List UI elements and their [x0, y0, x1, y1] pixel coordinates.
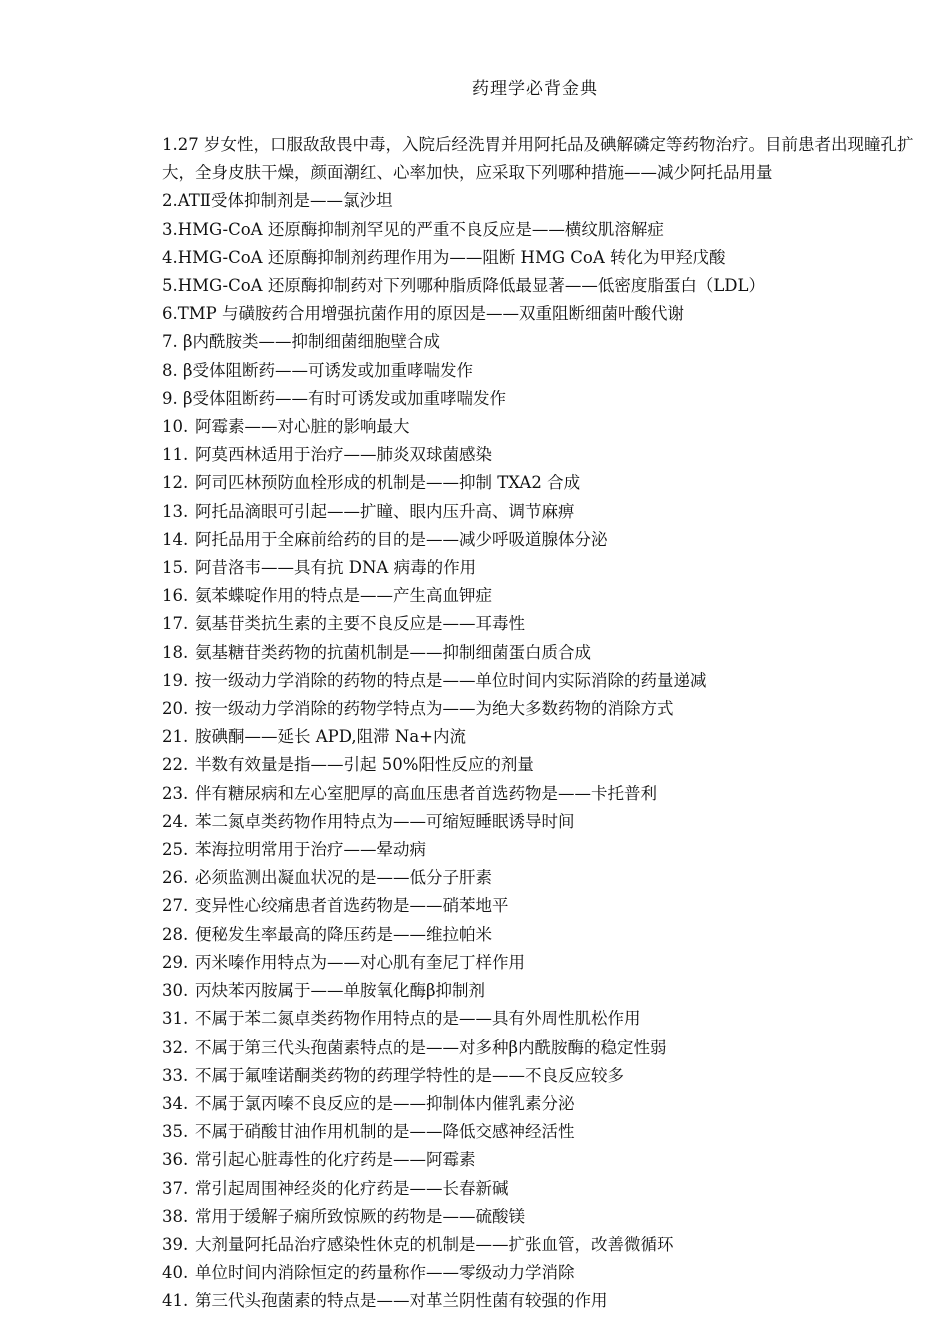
- item-number: 36.: [162, 1150, 189, 1170]
- item-text: 阿昔洛韦——具有抗 DNA 病毒的作用: [195, 558, 477, 578]
- item-text: 便秘发生率最高的降压药是——维拉帕米: [195, 924, 492, 944]
- list-item: [162, 413, 914, 441]
- item-text: ATⅡ受体抑制剂是——氯沙坦: [177, 191, 393, 211]
- item-text: β内酰胺类——抑制细菌细胞壁合成: [177, 332, 441, 352]
- item-number: 29.: [162, 952, 189, 972]
- list-item: [162, 1146, 914, 1174]
- item-number: 23.: [162, 783, 189, 803]
- item-text: 阿莫西林适用于治疗——肺炎双球菌感染: [195, 445, 492, 465]
- item-number: 30.: [162, 981, 189, 1001]
- list-item: [162, 244, 914, 272]
- item-text: 苯二氮卓类药物作用特点为——可缩短睡眠诱导时间: [195, 811, 575, 831]
- item-text: 单位时间内消除恒定的药量称作——零级动力学消除: [195, 1263, 575, 1283]
- list-item: [162, 949, 914, 977]
- item-text: 氨基糖苷类药物的抗菌机制是——抑制细菌蛋白质合成: [195, 642, 591, 662]
- list-item: [162, 272, 914, 300]
- list-item: [162, 582, 914, 610]
- item-text: 按一级动力学消除的药物的特点是——单位时间内实际消除的药量递减: [195, 670, 707, 690]
- item-text: 不属于苯二氮卓类药物作用特点的是——具有外周性肌松作用: [195, 1009, 641, 1029]
- item-text: 常引起周围神经炎的化疗药是——长春新碱: [195, 1178, 509, 1198]
- item-number: 34.: [162, 1093, 189, 1113]
- item-number: 40.: [162, 1263, 189, 1283]
- item-number: 25.: [162, 840, 189, 860]
- item-number: 10.: [162, 417, 189, 437]
- item-text: 丙米嗪作用特点为——对心肌有奎尼丁样作用: [195, 952, 525, 972]
- item-number: 7.: [162, 332, 178, 352]
- item-text: 27 岁女性，口服敌敌畏中毒，入院后经洗胃并用阿托品及碘解磷定等药物治疗。目前患者出现瞳孔扩大，全身皮肤干燥，颜面潮红、心率加快，应采取下列哪种措施——减少阿托品用量: [162, 135, 914, 183]
- item-number: 37.: [162, 1178, 189, 1198]
- list-item: [162, 836, 914, 864]
- item-text: β受体阻断药——可诱发或加重哮喘发作: [177, 360, 474, 380]
- list-item: [162, 1175, 914, 1203]
- item-number: 33.: [162, 1065, 189, 1085]
- item-text: 氨苯蝶啶作用的特点是——产生高血钾症: [195, 586, 492, 606]
- item-text: 不属于氯丙嗪不良反应的是——抑制体内催乳素分泌: [195, 1093, 575, 1113]
- item-text: β受体阻断药——有时可诱发或加重哮喘发作: [177, 388, 507, 408]
- item-text: 必须监测出凝血状况的是——低分子肝素: [195, 868, 492, 888]
- item-text: 大剂量阿托品治疗感染性休克的机制是——扩张血管，改善微循环: [195, 1234, 674, 1254]
- list-item: [162, 187, 914, 215]
- item-text: HMG-CoA 还原酶抑制药对下列哪种脂质降低最显著——低密度脂蛋白（LDL）: [177, 276, 765, 296]
- item-text: 伴有糖尿病和左心室肥厚的高血压患者首选药物是——卡托普利: [195, 783, 657, 803]
- list-item: [162, 328, 914, 356]
- list-item: [162, 808, 914, 836]
- item-text: 丙炔苯丙胺属于——单胺氧化酶β抑制剂: [195, 981, 486, 1001]
- item-text: 胺碘酮——延长 APD,阻滞 Na+内流: [195, 727, 466, 747]
- list-item: [162, 216, 914, 244]
- list-item: [162, 1203, 914, 1231]
- list-item: [162, 667, 914, 695]
- list-item: [162, 780, 914, 808]
- item-number: 16.: [162, 586, 189, 606]
- item-number: 9.: [162, 388, 178, 408]
- item-number: 12.: [162, 473, 189, 493]
- item-text: TMP 与磺胺药合用增强抗菌作用的原因是——双重阻断细菌叶酸代谢: [177, 304, 684, 324]
- item-text: HMG-CoA 还原酶抑制剂药理作用为——阻断 HMG CoA 转化为甲羟戊酸: [177, 247, 726, 267]
- list-item: [162, 639, 914, 667]
- list-item: [162, 1034, 914, 1062]
- item-text: 半数有效量是指——引起 50%阳性反应的剂量: [195, 755, 534, 775]
- item-number: 32.: [162, 1037, 189, 1057]
- item-number: 14.: [162, 529, 189, 549]
- list-item: [162, 977, 914, 1005]
- item-number: 28.: [162, 924, 189, 944]
- item-text: 按一级动力学消除的药物学特点为——为绝大多数药物的消除方式: [195, 699, 674, 719]
- item-text: 不属于硝酸甘油作用机制的是——降低交感神经活性: [195, 1122, 575, 1142]
- item-text: 氨基苷类抗生素的主要不良反应是——耳毒性: [195, 614, 525, 634]
- item-number: 22.: [162, 755, 189, 775]
- item-number: 4.: [162, 247, 178, 267]
- item-text: HMG-CoA 还原酶抑制剂罕见的严重不良反应是——横纹肌溶解症: [177, 219, 664, 239]
- item-text: 苯海拉明常用于治疗——晕动病: [195, 840, 426, 860]
- item-number: 38.: [162, 1206, 189, 1226]
- list-item: [162, 751, 914, 779]
- list-item: [162, 892, 914, 920]
- list-item: [162, 1090, 914, 1118]
- list-item: [162, 610, 914, 638]
- item-number: 13.: [162, 501, 189, 521]
- list-item: [162, 1062, 914, 1090]
- item-text: 常引起心脏毒性的化疗药是——阿霉素: [195, 1150, 476, 1170]
- list-item: [162, 526, 914, 554]
- item-number: 19.: [162, 670, 189, 690]
- list-item: [162, 441, 914, 469]
- item-text: 变异性心绞痛患者首选药物是——硝苯地平: [195, 896, 509, 916]
- item-number: 5.: [162, 276, 178, 296]
- item-number: 2.: [162, 191, 178, 211]
- list-item: [162, 1005, 914, 1033]
- list-item: [162, 1259, 914, 1287]
- item-number: 26.: [162, 868, 189, 888]
- item-text: 第三代头孢菌素的特点是——对革兰阴性菌有较强的作用: [195, 1291, 608, 1311]
- item-number: 24.: [162, 811, 189, 831]
- list-item: [162, 131, 914, 187]
- item-number: 21.: [162, 727, 189, 747]
- item-number: 35.: [162, 1122, 189, 1142]
- item-number: 20.: [162, 699, 189, 719]
- item-text: 不属于第三代头孢菌素特点的是——对多种β内酰胺酶的稳定性弱: [195, 1037, 667, 1057]
- item-number: 15.: [162, 558, 189, 578]
- item-number: 8.: [162, 360, 178, 380]
- list-item: [162, 864, 914, 892]
- item-list: [162, 131, 914, 1316]
- list-item: [162, 723, 914, 751]
- list-item: [162, 921, 914, 949]
- item-number: 11.: [162, 445, 189, 465]
- list-item: [162, 1118, 914, 1146]
- item-text: 常用于缓解子痫所致惊厥的药物是——硫酸镁: [195, 1206, 525, 1226]
- list-item: [162, 469, 914, 497]
- item-text: 阿托品滴眼可引起——扩瞳、眼内压升高、调节麻痹: [195, 501, 575, 521]
- list-item: [162, 300, 914, 328]
- list-item: [162, 1287, 914, 1315]
- item-number: 27.: [162, 896, 189, 916]
- item-number: 17.: [162, 614, 189, 634]
- document-title: 药理学必背金典: [472, 79, 598, 99]
- item-number: 39.: [162, 1234, 189, 1254]
- item-number: 6.: [162, 304, 178, 324]
- list-item: [162, 385, 914, 413]
- item-number: 41.: [162, 1291, 189, 1311]
- item-text: 阿托品用于全麻前给药的目的是——减少呼吸道腺体分泌: [195, 529, 608, 549]
- item-number: 31.: [162, 1009, 189, 1029]
- item-number: 1.: [162, 135, 178, 154]
- item-text: 不属于氟喹诺酮类药物的药理学特性的是——不良反应较多: [195, 1065, 624, 1085]
- item-text: 阿霉素——对心脏的影响最大: [195, 417, 410, 437]
- list-item: [162, 1231, 914, 1259]
- list-item: [162, 554, 914, 582]
- list-item: [162, 498, 914, 526]
- item-number: 18.: [162, 642, 189, 662]
- item-number: 3.: [162, 219, 178, 239]
- item-text: 阿司匹林预防血栓形成的机制是——抑制 TXA2 合成: [195, 473, 581, 493]
- list-item: [162, 357, 914, 385]
- list-item: [162, 695, 914, 723]
